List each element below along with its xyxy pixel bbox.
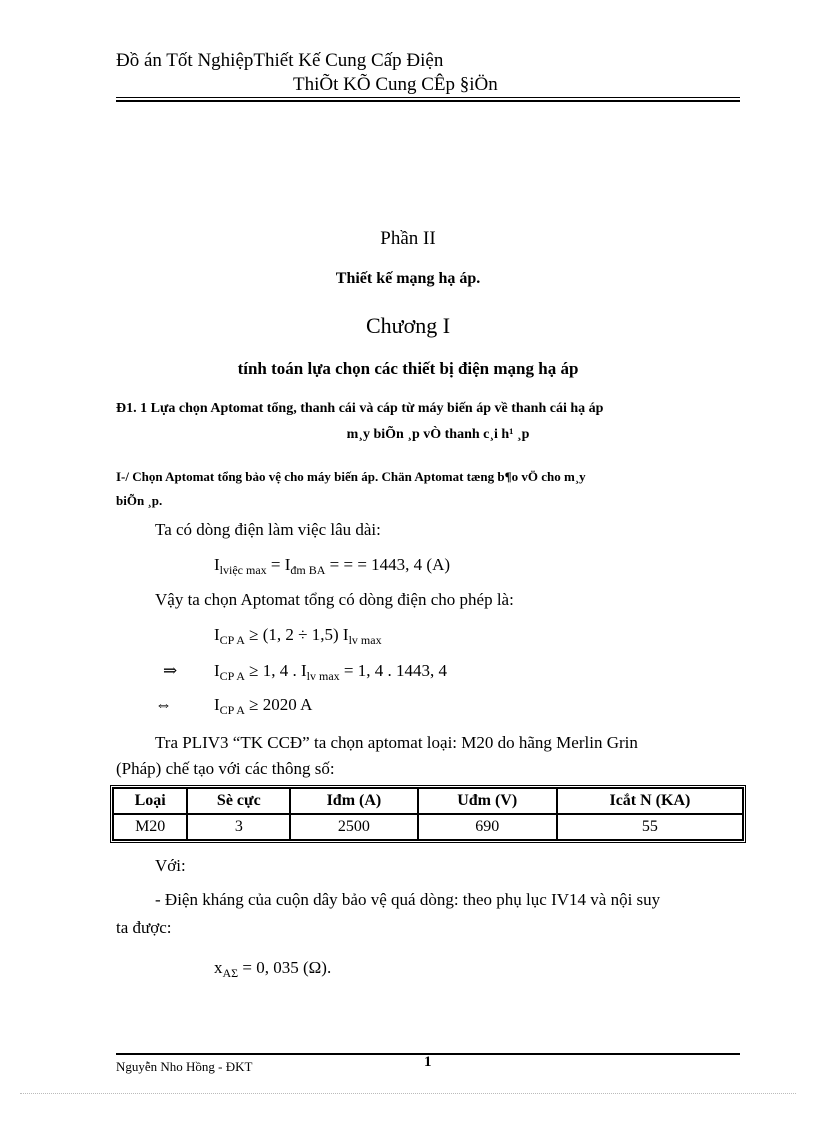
formula-2: $I_{CP A} \ge (1$, 2 ÷ 1,5) $I_{lv max}$ <box>214 625 382 647</box>
chapter-title: tính toán lựa chọn các thiết bị điện mạng hạ áp <box>237 359 579 378</box>
table-cell: 3 <box>187 814 290 840</box>
header-rule-thick <box>116 100 740 102</box>
chapter-label: Chương I <box>365 313 451 338</box>
paragraph-1: Ta có dòng điện làm việc lâu dài: <box>155 520 381 539</box>
subsection-heading-line1: I-/ Chọn Aptomat tổng bảo vệ cho máy biến áp. Chän Aptomat tæng b¶o vÖ cho m¸y <box>116 469 586 484</box>
table-header-cell: Iđm (A) <box>290 788 417 814</box>
table-row <box>113 814 743 840</box>
header-rule-thin <box>116 97 740 98</box>
table-cell: M20 <box>113 814 187 840</box>
subsection-heading-line2: biÕn ¸p. <box>116 493 163 508</box>
paragraph-5-line2: ta được: <box>116 918 172 937</box>
header-title-line1: Đồ án Tốt NghiệpThiết Kế Cung Cấp Điện <box>116 50 444 71</box>
part-label: Phần II <box>380 228 436 249</box>
table-cell: 690 <box>418 814 557 840</box>
section-heading-line2: m¸y biÕn ¸p vÒ thanh c¸i h¹ ¸p <box>346 427 530 442</box>
paragraph-4: Với: <box>155 856 186 875</box>
part-title: Thiết kế mạng hạ áp. <box>335 270 481 287</box>
paragraph-3-line2: (Pháp) chế tạo với các thông số: <box>116 759 335 778</box>
paragraph-3-line1: Tra PLIV3 “TK CCĐ” ta chọn aptomat loại: M20 do hãng Merlin Grin <box>155 733 638 752</box>
aptomat-spec-table <box>110 785 746 843</box>
implies-symbol: ⇒ <box>163 661 178 680</box>
paragraph-2: Vậy ta chọn Aptomat tổng có dòng điện cho phép là: <box>155 590 514 609</box>
formula-4: $I_{CP A} \ge 2020$ A <box>214 695 313 717</box>
page-bottom-dotted-line <box>20 1093 796 1094</box>
formula-3: $I_{CP A} \ge 1$, 4 . $I_{lv max} = 1$, 4 . 1443, 4 <box>214 661 448 683</box>
table-header-row <box>113 788 743 814</box>
formula-5: $x_{A\Sigma} = 0$, 035 (Ω). <box>214 958 332 980</box>
header-title-line2: ThiÕt KÕ Cung CÊp §iÖn <box>293 74 498 95</box>
table-cell: 2500 <box>290 814 417 840</box>
page-number: 1 <box>424 1054 432 1070</box>
table-header-cell: Uđm (V) <box>418 788 557 814</box>
section-heading-line1: Đ1. 1 Lựa chọn Aptomat tổng, thanh cái và cáp từ máy biến áp về thanh cái hạ áp <box>116 401 604 416</box>
equivalent-symbol: ⇔ <box>155 695 172 714</box>
formula-1: $I_{lviệc max} = I_{đm BA}$ = = = 1443, 4 (A) <box>214 555 451 577</box>
table-header-cell: Icắt N (KA) <box>557 788 743 814</box>
table-header-cell: Sè cực <box>187 788 290 814</box>
table-cell: 55 <box>557 814 743 840</box>
footer-author: Nguyễn Nho Hồng - ĐKT <box>116 1059 253 1074</box>
table-header-cell: Loại <box>113 788 187 814</box>
paragraph-5-line1: - Điện kháng của cuộn dây bảo vệ quá dòng: theo phụ lục IV14 và nội suy <box>155 890 661 909</box>
